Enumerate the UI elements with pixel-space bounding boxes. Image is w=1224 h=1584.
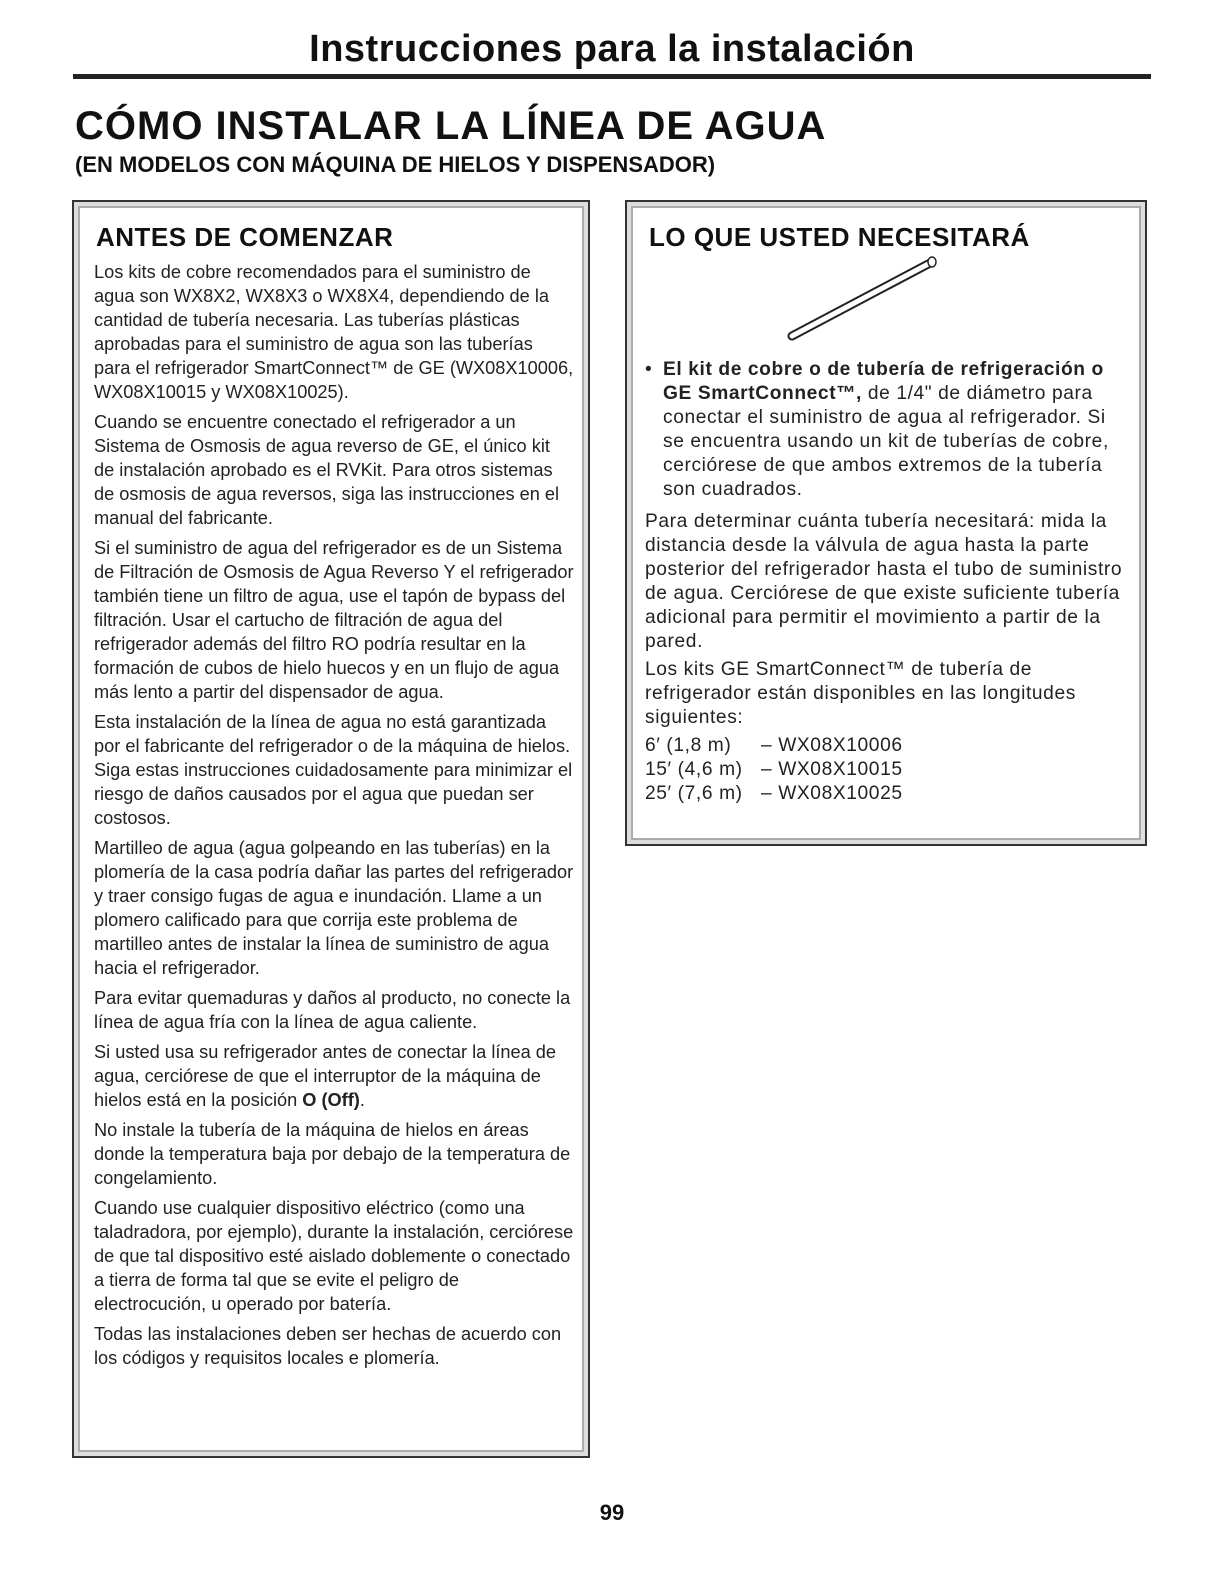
before-you-begin-box <box>72 200 590 1458</box>
tubing-kit-description: de 1/4" de diámetro para conectar el suministro de agua al refrigerador. Si se encuentra usando un kit de tuberías de cobre, cerciórese de que ambos extremos de la tubería son cuadrados. <box>663 383 1109 500</box>
paragraph-water-hammer: Martilleo de agua (agua golpeando en las tuberías) en la plomería de la casa podría dañar las partes del refrigerador y traer consigo fugas de agua e inundación. Llame a un plomero calificado para que corrija este problema de martilleo antes de instalar la línea de suministro de agua hacia el refrigerador. <box>94 838 574 978</box>
bullet-dot: • <box>645 359 653 380</box>
paragraph-hot-water: Para evitar quemaduras y daños al producto, no conecte la línea de agua fría con la línea de agua caliente. <box>94 988 571 1032</box>
paragraph-filtration: Si el suministro de agua del refrigerador es de un Sistema de Filtración de Osmosis de Agua Reverso Y el refrigerador también tiene un filtro de agua, use el tapón de bypass del filtración. Usar el cartucho de filtración de agua del refrigerador además del filtro RO podría resultar en la formación de cubos de hielo huecos y en un flujo de agua más lento a partir del dispensador de agua. <box>94 538 574 702</box>
before-you-begin-text <box>94 260 574 1376</box>
part-length: 25′ (7,6 m) <box>645 783 743 804</box>
part-row <box>645 734 1131 758</box>
paragraph-copper-kits: Los kits de cobre recomendados para el suministro de agua son WX8X2, WX8X3 o WX8X4, dependiendo de la cantidad de tubería necesaria. Las tuberías plásticas aprobadas para el suministro de agua son las tuberías para el refrigerador SmartConnect™ de GE (WX08X10006, WX08X10015 y WX08X10025). <box>94 262 574 402</box>
what-you-need-heading: LO QUE USTED NECESITARÁ <box>649 222 1030 252</box>
part-code: – WX08X10015 <box>761 759 903 780</box>
page-header-title: Instrucciones para la instalación <box>309 28 915 70</box>
part-length: 15′ (4,6 m) <box>645 759 743 780</box>
subtitle: (EN MODELOS CON MÁQUINA DE HIELOS Y DISPENSADOR) <box>75 152 716 177</box>
off-position-label: O (Off) <box>302 1090 360 1110</box>
part-row <box>645 758 1131 782</box>
paragraph-reverse-osmosis: Cuando se encuentre conectado el refrigerador a un Sistema de Osmosis de agua reverso de GE, el único kit de instalación aprobado es el RVKit. Para otros sistemas de osmosis de agua reversos, siga las instrucciones en el manual del fabricante. <box>94 412 560 528</box>
tubing-icon <box>782 254 942 344</box>
off-paragraph-prefix: Si usted usa su refrigerador antes de conectar la línea de agua, cerciórese de que el interruptor de la máquina de hielos está en la posición <box>94 1042 557 1110</box>
header-rule <box>73 74 1151 79</box>
part-code: – WX08X10025 <box>761 783 903 804</box>
page-number: 99 <box>599 1500 625 1525</box>
paragraph-warranty: Esta instalación de la línea de agua no está garantizada por el fabricante del refrigerador o de la máquina de hielos. Siga estas instrucciones cuidadosamente para minimizar el riesgo de daños causados por el agua que puedan ser costosos. <box>94 712 573 828</box>
what-you-need-box <box>625 200 1147 846</box>
part-code: – WX08X10006 <box>761 735 903 756</box>
main-title: CÓMO INSTALAR LA LÍNEA DE AGUA <box>75 104 827 148</box>
before-you-begin-heading: ANTES DE COMENZAR <box>96 222 394 252</box>
part-row <box>645 782 1131 806</box>
available-lengths-paragraph: Los kits GE SmartConnect™ de tubería de refrigerador están disponibles en las longitudes siguientes: <box>645 659 1076 728</box>
paragraph-codes: Todas las instalaciones deben ser hechas de acuerdo con los códigos y requisitos locales e plomería. <box>94 1324 562 1368</box>
off-paragraph-suffix: . <box>359 1090 365 1110</box>
paragraph-electrical: Cuando use cualquier dispositivo eléctrico (como una taladradora, por ejemplo), durante la instalación, cerciórese de que tal dispositivo esté aislado doblemente o conectado a tierra de forma tal que se evite el peligro de electrocución, u operado por batería. <box>94 1198 574 1314</box>
paragraph-freezing: No instale la tubería de la máquina de hielos en áreas donde la temperatura baja por debajo de la temperatura de congelamiento. <box>94 1120 571 1188</box>
parts-list <box>645 734 1131 806</box>
tubing-kit-bullet <box>645 358 1131 502</box>
paragraph-off-switch <box>94 1040 574 1112</box>
measure-paragraph: Para determinar cuánta tubería necesitará: mida la distancia desde la válvula de agua hasta la parte posterior del refrigerador hasta el tubo de suministro de agua. Cerciórese de que existe suficiente tubería adicional para permitir el movimiento a partir de la pared. <box>645 511 1123 652</box>
what-you-need-text <box>645 358 1131 806</box>
part-length: 6′ (1,8 m) <box>645 735 732 756</box>
tubing-kit-bold: El kit de cobre o de tubería de refrigeración o GE SmartConnect™, <box>663 359 1104 404</box>
